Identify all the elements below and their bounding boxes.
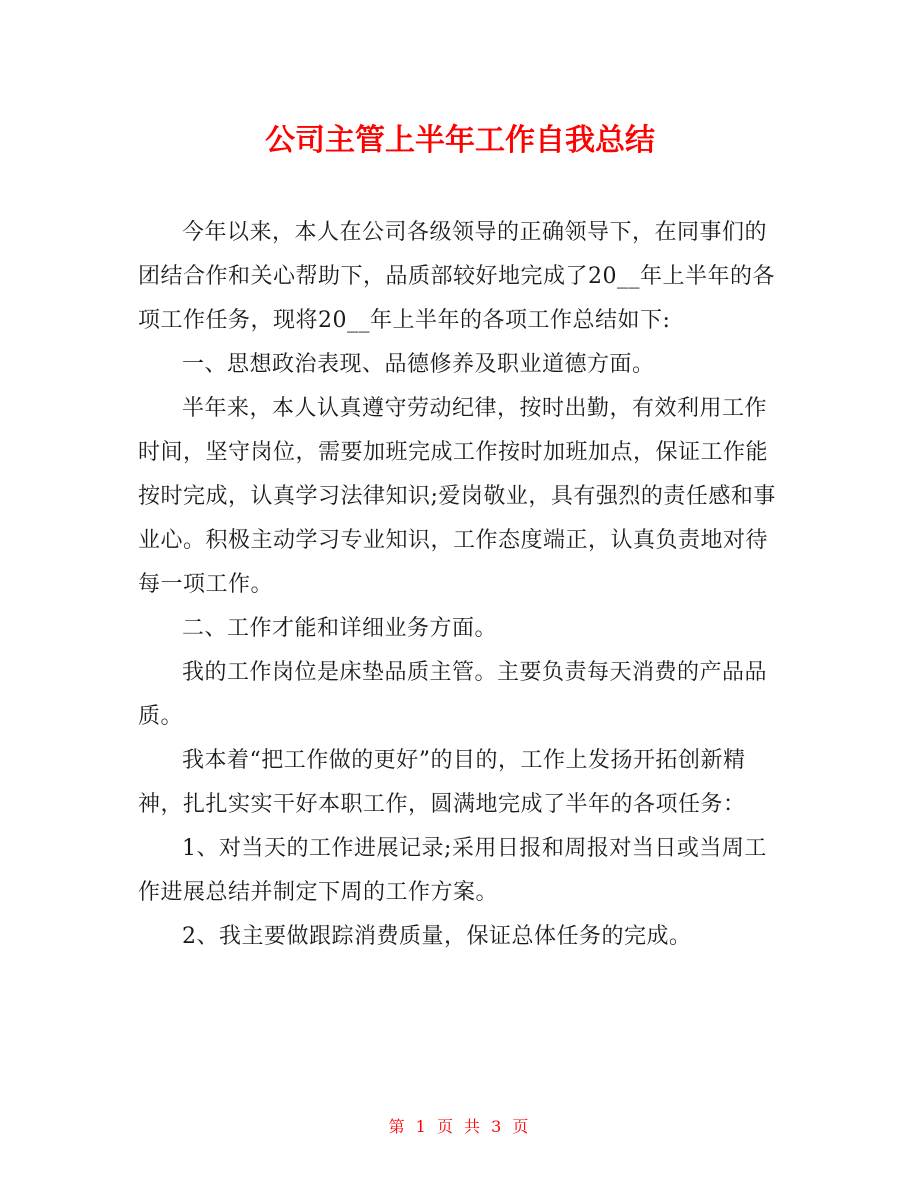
list-item-2: 2、我主要做跟踪消费质量，保证总体任务的完成。: [182, 924, 692, 949]
document-body: [138, 211, 786, 959]
list-item-1: 1、对当天的工作进展记录;采用日报和周报对当日或当周工作进展总结并制定下周的工作方案。: [138, 836, 767, 905]
document-title: 公司主管上半年工作自我总结: [265, 123, 655, 158]
section-heading-1: 一、思想政治表现、品德修养及职业道德方面。: [182, 352, 655, 377]
paragraph-principle: 我本着“把工作做的更好”的目的，工作上发扬开拓创新精神，扎扎实实干好本职工作，圆满地完成了半年的各项任务：: [138, 748, 746, 817]
page-number-footer: 第 1 页 共 3 页: [388, 1117, 532, 1136]
paragraph-job-role: 我的工作岗位是床垫品质主管。主要负责每天消费的产品品质。: [138, 660, 768, 729]
section-heading-2: 二、工作才能和详细业务方面。: [182, 616, 498, 641]
paragraph-section-1: 半年来，本人认真遵守劳动纪律，按时出勤，有效利用工作时间，坚守岗位，需要加班完成工作按时加班加点，保证工作能按时完成，认真学习法律知识;爱岗敬业，具有强烈的责任感和事业心。积极主动学习专业知识，工作态度端正，认真负责地对待每一项工作。: [138, 396, 776, 597]
paragraph-intro: 今年以来，本人在公司各级领导的正确领导下，在同事们的团结合作和关心帮助下，品质部较好地完成了20__年上半年的各项工作任务，现将20__年上半年的各项工作总结如下:: [138, 220, 775, 333]
